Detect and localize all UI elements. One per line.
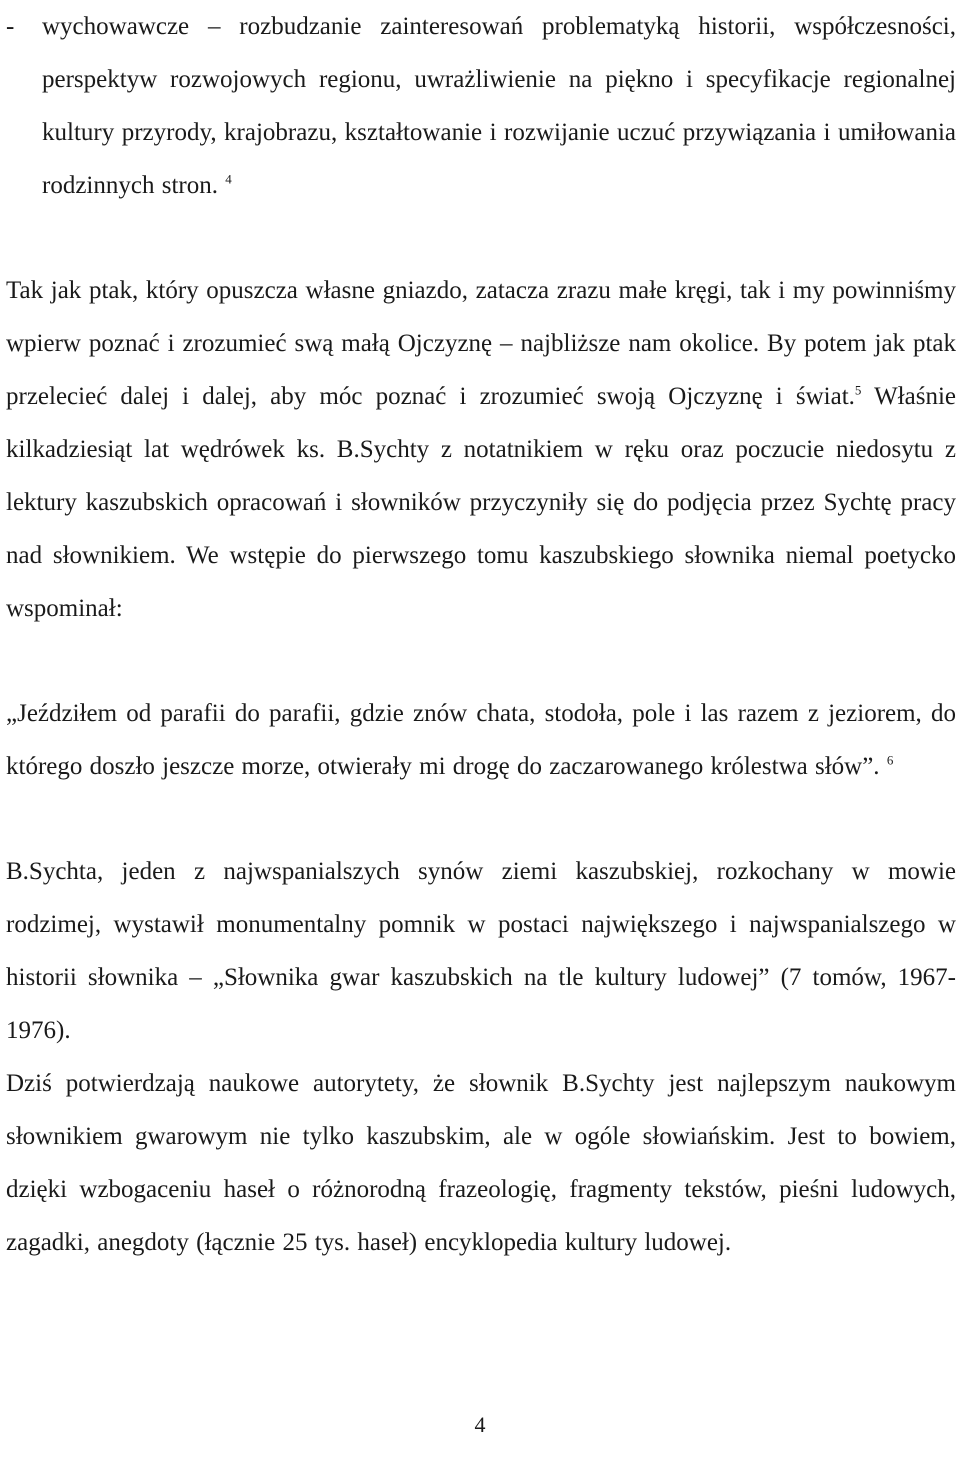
paragraph-scholarly-recognition: [6, 1057, 956, 1269]
paragraph-quotation: [6, 687, 956, 793]
paragraph-text: Dziś potwierdzają naukowe autorytety, że słownik B.Sychty jest najlepszym naukowym słownikiem gwarowym nie tylko kaszubskim, ale w ogóle słowiańskim. Jest to bowiem, dzięki wzbogaceniu haseł o różnorodną frazeologię, fragmenty tekstów, pieśni ludowych, zagadki, anegdoty (łącznie 25 tys. haseł) encyklopedia kultury ludowej.: [6, 1070, 956, 1256]
spacer: [6, 635, 956, 687]
paragraph-text: wychowawcze – rozbudzanie zainteresowań problematyką historii, współczesności, perspektyw rozwojowych regionu, uwrażliwienie na piękno i specyfikacje regionalnej kultury przyrody, krajobrazu, kształtowanie i rozwijanie uczuć przywiązania i umiłowania rodzinnych stron.: [42, 13, 956, 199]
document-page: [6, 0, 956, 1269]
paragraph-text-part-b: Właśnie kilkadziesiąt lat wędrówek ks. B.Sychty z notatnikiem w ręku oraz poczucie niedosytu z lektury kaszubskich opracowań i słowników przyczyniły się do podjęcia przez Sychtę pracy nad słownikiem. We wstępie do pierwszego tomu kaszubskiego słownika niemal poetycko wspominał:: [6, 383, 956, 622]
page-number: 4: [474, 1412, 486, 1437]
paragraph-sychta-dictionary: [6, 845, 956, 1057]
footnote-ref-4[interactable]: 4: [225, 171, 232, 187]
spacer: [6, 793, 956, 845]
paragraph-bird-metaphor: [6, 264, 956, 635]
paragraph-text-part-a: Tak jak ptak, który opuszcza własne gniazdo, zatacza zrazu małe kręgi, tak i my powinniśmy wpierw poznać i zrozumieć swą małą Ojczyznę – najbliższe nam okolice. By potem jak ptak przelecieć dalej i dalej, aby móc poznać i zrozumieć swoją Ojczyznę i świat.: [6, 277, 956, 410]
spacer: [6, 212, 956, 264]
bullet-dash: -: [6, 13, 15, 40]
footnote-ref-5[interactable]: 5: [854, 382, 862, 398]
paragraph-text: B.Sychta, jeden z najwspanialszych synów ziemi kaszubskiej, rozkochany w mowie rodzimej, wystawił monumentalny pomnik w postaci największego i najwspanialszego w historii słownika – „Słownika gwar kaszubskich na tle kultury ludowej” (7 tomów, 1967-1976).: [6, 858, 956, 1044]
paragraph-educational-goals: [6, 0, 956, 212]
footnote-ref-6[interactable]: 6: [886, 752, 894, 768]
quotation-text: „Jeździłem od parafii do parafii, gdzie znów chata, stodoła, pole i las razem z jeziorem, do którego doszło jeszcze morze, otwierały mi drogę do zaczarowanego królestwa słów”.: [6, 700, 956, 780]
